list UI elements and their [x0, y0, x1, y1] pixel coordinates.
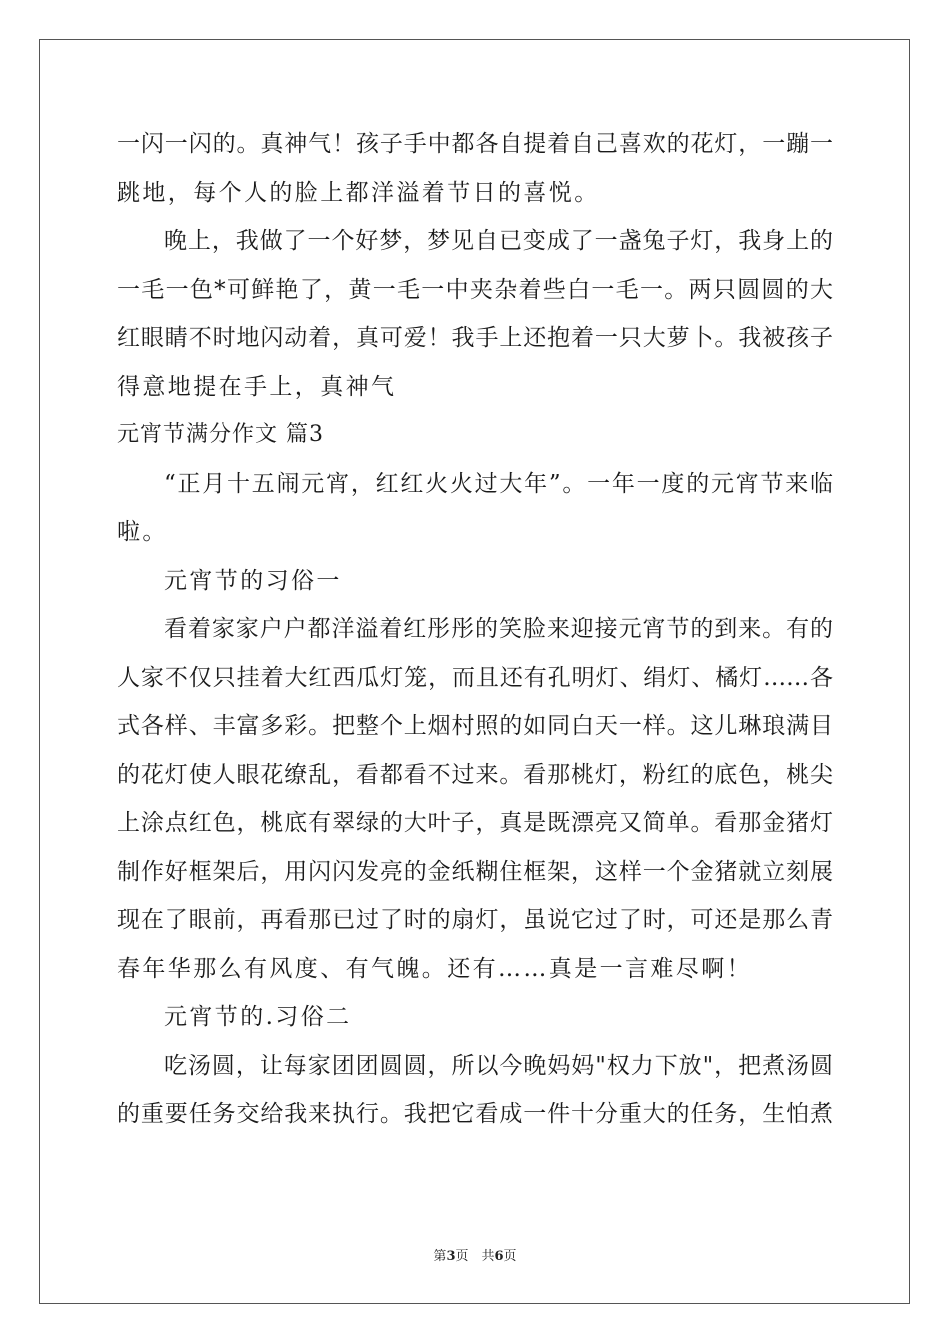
text-line: 制作好框架后，用闪闪发亮的金纸糊住框架，这样一个金猪就立刻展	[117, 858, 833, 885]
text-line: 一毛一色*可鲜艳了，黄一毛一中夹杂着些白一毛一。两只圆圆的大	[117, 276, 833, 303]
text-line: 一闪一闪的。真神气！孩子手中都各自提着自己喜欢的花灯，一蹦一	[117, 131, 833, 157]
text-line: 上涂点红色，桃底有翠绿的大叶子，真是既漂亮又简单。看那金猪灯	[117, 810, 833, 836]
text-line: 啦。	[117, 519, 168, 545]
text-line: 现在了眼前，再看那已过了时的扇灯，虽说它过了时，可还是那么青	[117, 907, 833, 933]
text-line: “正月十五闹元宵，红红火火过大年”。一年一度的元宵节来临	[164, 470, 833, 497]
text-line: 得意地提在手上，真神气	[117, 373, 397, 400]
document-body	[117, 120, 833, 1139]
text-line: 看着家家户户都洋溢着红彤彤的笑脸来迎接元宵节的到来。有的	[164, 616, 833, 642]
text-line: 的花灯使人眼花缭乱，看都看不过来。看那桃灯，粉红的底色，桃尖	[117, 761, 833, 788]
text-line: 红眼睛不时地闪动着，真可爱！我手上还抱着一只大萝卜。我被孩子	[117, 325, 833, 351]
footer-current-page: 3	[446, 1249, 456, 1264]
text-line: 晚上，我做了一个好梦，梦见自已变成了一盏兔子灯，我身上的	[164, 228, 833, 254]
footer-prefix: 第	[433, 1249, 447, 1264]
text-line: 的重要任务交给我来执行。我把它看成一件十分重大的任务，生怕煮	[117, 1101, 833, 1127]
text-line: 元宵节的.习俗二	[164, 1004, 352, 1030]
text-line: 吃汤圆，让每家团团圆圆，所以今晚妈妈"权力下放"，把煮汤圆	[164, 1052, 833, 1079]
text-line: 人家不仅只挂着大红西瓜灯笼，而且还有孔明灯、绢灯、橘灯……各	[117, 664, 833, 691]
text-line: 元宵节的习俗一	[164, 567, 342, 594]
footer-mid: 页 共	[455, 1249, 495, 1264]
text-line: 式各样、丰富多彩。把整个上烟村照的如同白天一样。这儿琳琅满目	[117, 713, 833, 739]
section-heading: 元宵节满分作文 篇3	[117, 422, 324, 447]
footer-suffix: 页	[503, 1249, 517, 1264]
text-line: 跳地，每个人的脸上都洋溢着节日的喜悦。	[117, 179, 600, 206]
text-line: 春年华那么有风度、有气魄。还有……真是一言难尽啊！	[117, 955, 752, 982]
footer-total-pages: 6	[494, 1249, 504, 1264]
page-footer	[0, 1245, 950, 1264]
